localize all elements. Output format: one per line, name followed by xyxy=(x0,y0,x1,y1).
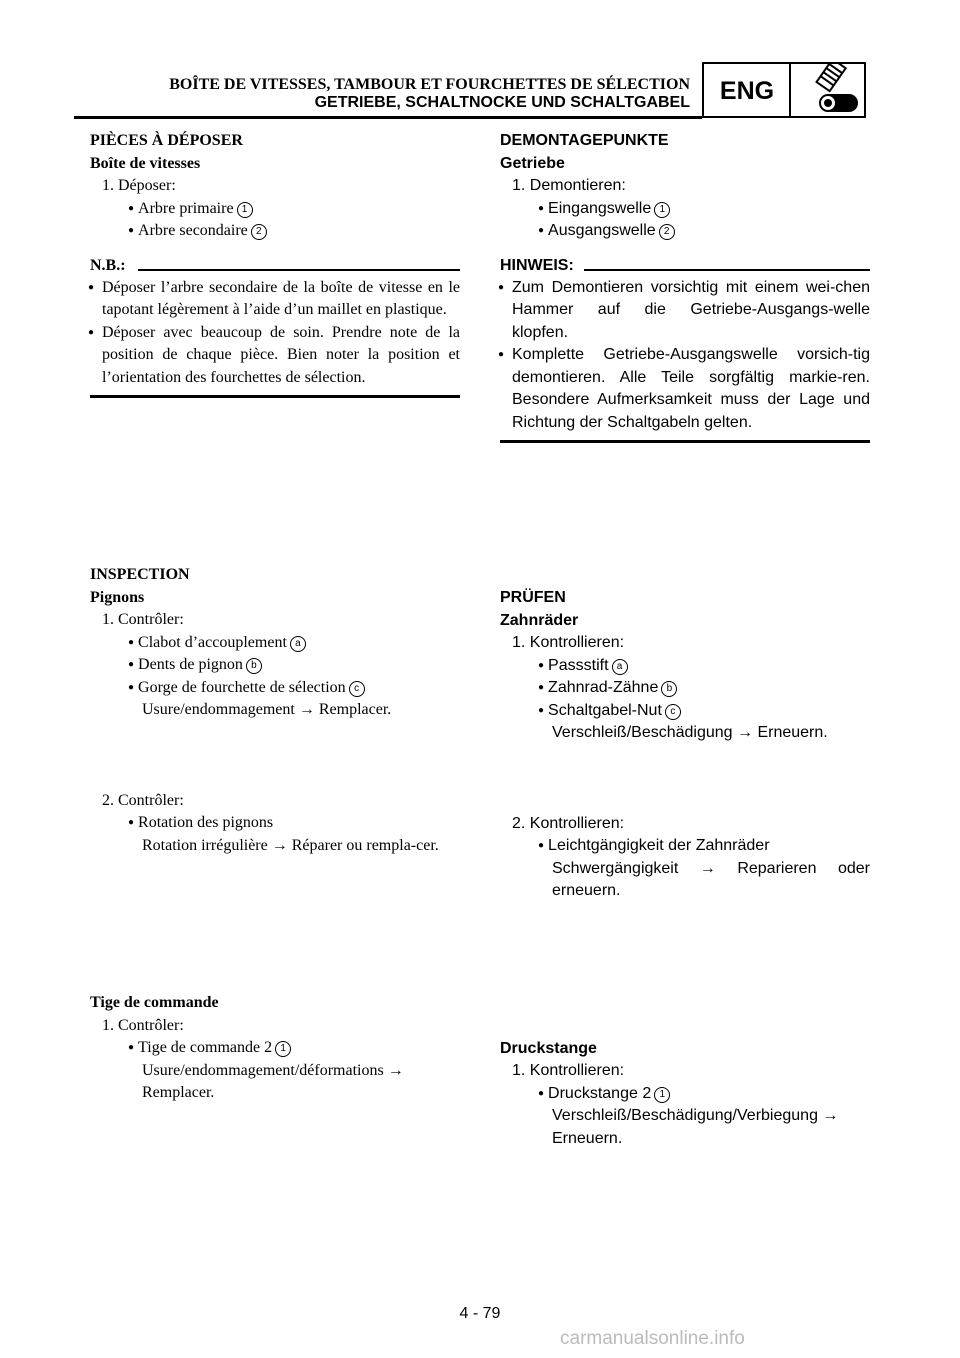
list-item: ● Druckstange 2 1 xyxy=(500,1083,870,1106)
callout-marker: b xyxy=(246,658,262,674)
result-text: Usure/endommagement → Remplacer. xyxy=(142,701,392,718)
badge-divider xyxy=(789,62,791,118)
step: 1. Déposer: xyxy=(102,177,176,194)
watermark: carmanualsonline.info xyxy=(560,1328,745,1349)
callout-marker: 2 xyxy=(659,224,675,240)
subsection-title: Getriebe xyxy=(500,154,565,172)
callout-marker: c xyxy=(665,704,681,720)
list-item: ● Gorge de fourchette de sélection c xyxy=(90,677,460,700)
section-title: PIÈCES À DÉPOSER xyxy=(90,132,243,149)
section-title: INSPECTION xyxy=(90,566,190,583)
step: 1. Kontrollieren: xyxy=(512,1062,625,1079)
callout-marker: 2 xyxy=(251,224,267,240)
list-item: ● Ausgangswelle 2 xyxy=(500,220,870,243)
list-item: ● Passstift a xyxy=(500,655,870,678)
list-item: ● Zahnrad-Zähne b xyxy=(500,677,870,700)
section-title: PRÜFEN xyxy=(500,589,566,606)
list-item: ● Tige de commande 2 1 xyxy=(90,1037,460,1060)
page-number: 4 - 79 xyxy=(459,1305,501,1322)
engine-icon xyxy=(792,64,864,121)
section-badge-label: ENG xyxy=(719,77,775,105)
callout-marker: 1 xyxy=(654,1087,670,1103)
section-title: DEMONTAGEPUNKTE xyxy=(500,132,669,149)
note-item: ● Komplette Getriebe-Ausgangswelle vorsich-tig demontieren. Alle Teile sorgfältig markie-ren. Besondere Aufmerksamkeit muss der Lage und Richtung der Schaltgabeln gelten. xyxy=(500,344,870,434)
result-text: Schwergängigkeit → Reparieren oder erneuern. xyxy=(552,859,870,899)
list-item: ● Arbre secondaire 2 xyxy=(90,220,460,243)
subsection-title: Pignons xyxy=(90,588,145,606)
step: 1. Kontrollieren: xyxy=(512,634,625,651)
list-item: ● Clabot d’accouplement a xyxy=(90,632,460,655)
note-rule xyxy=(138,269,460,271)
result-text: Usure/endommagement/déformations → Remplacer. xyxy=(142,1061,404,1101)
note-item: ● Déposer l’arbre secondaire de la boîte de vitesse en le tapotant légèrement à l’aide d’un maillet en plastique. xyxy=(90,277,460,322)
note-rule xyxy=(584,269,870,271)
list-item: ● Arbre primaire 1 xyxy=(90,198,460,221)
step: 2. Contrôler: xyxy=(102,791,184,809)
note-header xyxy=(500,255,870,277)
note-header xyxy=(90,255,460,277)
subsection-title: Tige de commande xyxy=(90,994,219,1011)
note-item: ● Déposer avec beaucoup de soin. Prendre note de la position de chaque pièce. Bien noter la position et l’orientation des fourchettes de sélection. xyxy=(90,322,460,390)
result-text: Verschleiß/Beschädigung/Verbiegung → Erneuern. xyxy=(552,1107,839,1147)
note-label: HINWEIS: xyxy=(500,256,574,274)
list-item: ● Schaltgabel-Nut c xyxy=(500,700,870,723)
callout-marker: b xyxy=(661,681,677,697)
subsection-title: Druckstange xyxy=(500,1039,597,1057)
step: 1. Contrôler: xyxy=(102,611,184,628)
callout-marker: 1 xyxy=(275,1041,291,1057)
step: 1. Contrôler: xyxy=(102,1016,184,1034)
header-title-de: GETRIEBE, SCHALTNOCKE UND SCHALTGABEL xyxy=(314,94,690,111)
subsection-title: Zahnräder xyxy=(500,611,579,629)
subsection-title: Boîte de vitesses xyxy=(90,154,201,172)
callout-marker: c xyxy=(349,681,365,697)
callout-marker: a xyxy=(290,636,306,652)
callout-marker: 1 xyxy=(237,202,253,218)
callout-marker: a xyxy=(612,659,628,675)
step: 2. Kontrollieren: xyxy=(512,814,625,832)
header-rule xyxy=(74,116,702,119)
list-item: ● Eingangswelle 1 xyxy=(500,198,870,221)
note-item: ● Zum Demontieren vorsichtig mit einem wei-chen Hammer auf die Getriebe-Ausgangs-welle klopfen. xyxy=(500,277,870,345)
callout-marker: 1 xyxy=(654,202,670,218)
list-item: ● Leichtgängigkeit der Zahnräder xyxy=(500,835,870,858)
list-item: ● Dents de pignon b xyxy=(90,654,460,677)
german-column xyxy=(500,130,870,1150)
header-title-fr: BOÎTE DE VITESSES, TAMBOUR ET FOURCHETTES DE SÉLECTION xyxy=(169,76,690,93)
step: 1. Demontieren: xyxy=(512,177,626,194)
list-item: ● Rotation des pignons xyxy=(90,812,460,835)
result-text: Verschleiß/Beschädigung → Erneuern. xyxy=(552,724,828,741)
result-text: Rotation irrégulière → Réparer ou rempla-cer. xyxy=(142,836,439,854)
note-label: N.B.: xyxy=(90,256,126,274)
french-column xyxy=(90,130,460,1105)
